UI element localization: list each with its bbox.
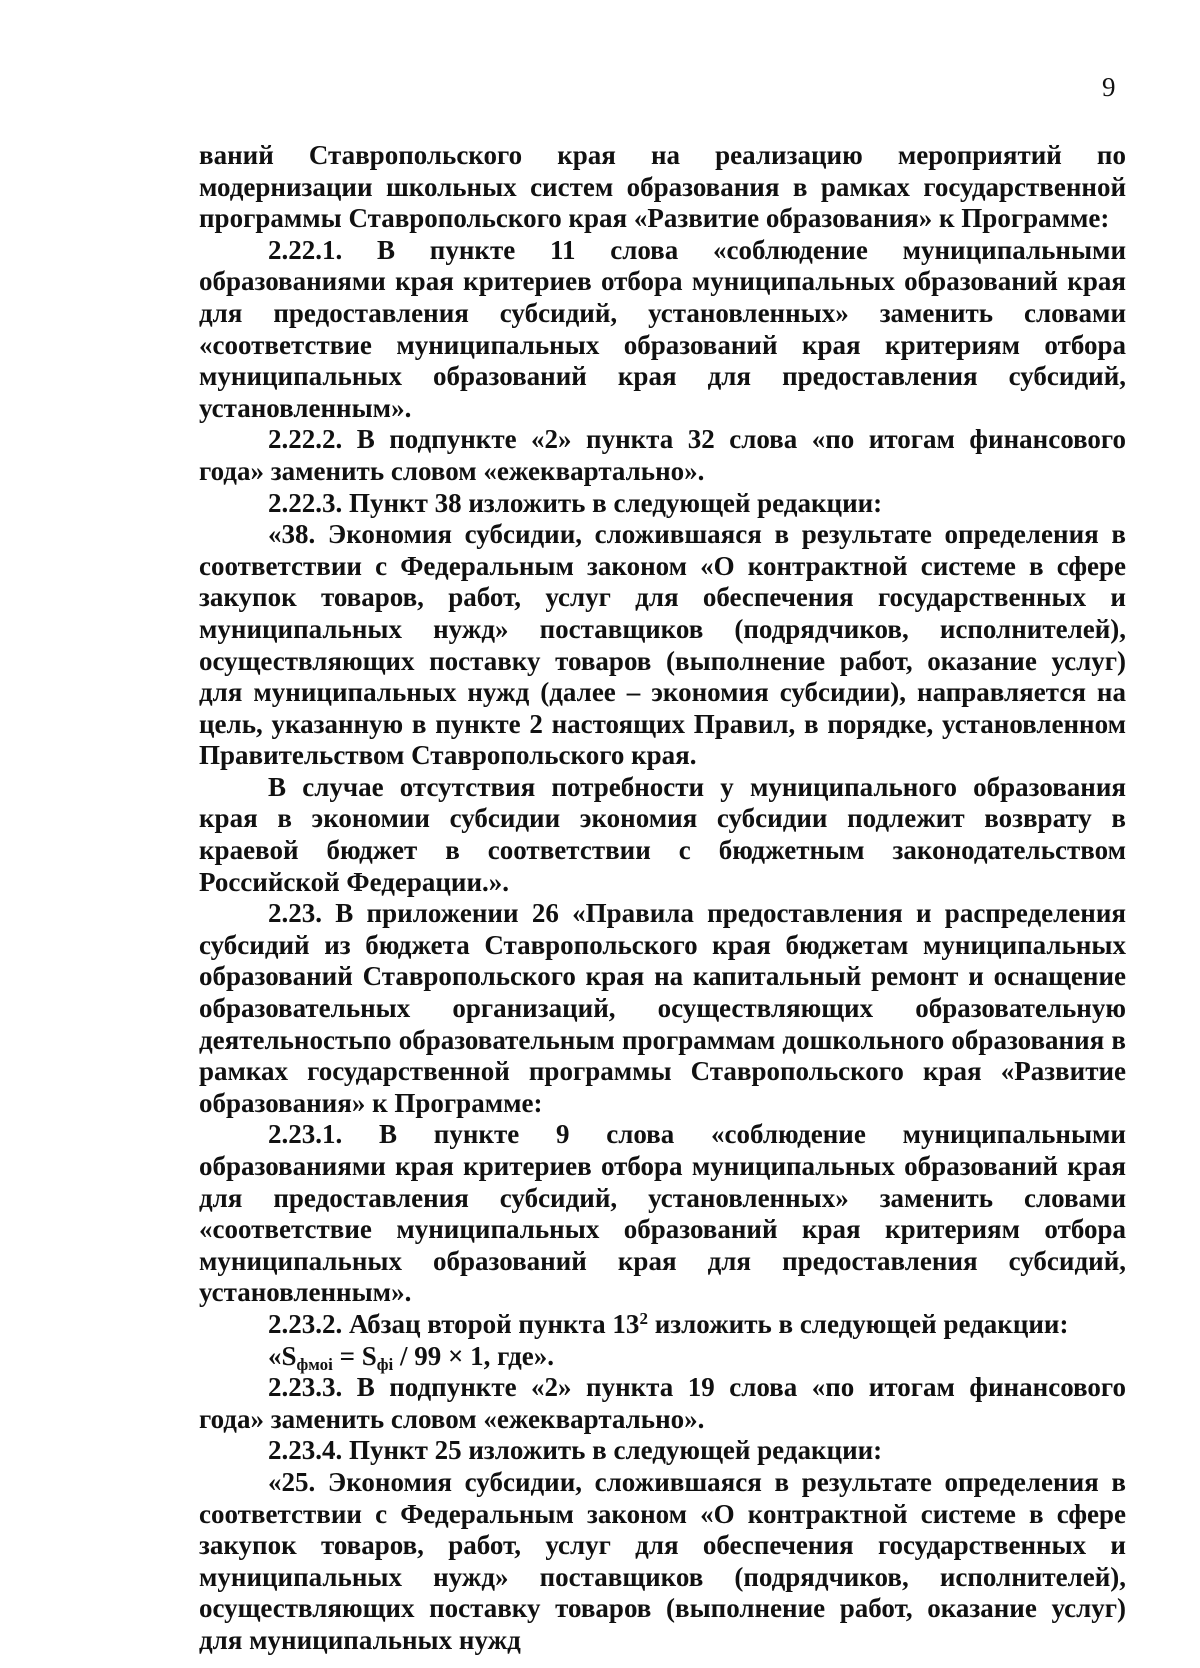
paragraph: 2.22.1. В пункте 11 слова «соблюдение муниципальными образованиями края критериев отбора муниципальных образований края для предоставления субсидий, установленных» заменить словами «соответствие муниципальных образований края критериям отбора муниципальных образований края для предоставления субсидий, установленным». <box>199 234 1126 423</box>
paragraph: 2.22.2. В подпункте «2» пункта 32 слова «по итогам финансового года» заменить словом «ежеквартально». <box>199 424 1126 486</box>
paragraph-text: 2.23.2. Абзац второй пункта 13 <box>268 1308 640 1339</box>
page-number: 9 <box>1102 72 1116 102</box>
paragraph: 2.23.1. В пункте 9 слова «соблюдение муниципальными образованиями края критериев отбора муниципальных образований края для предоставления субсидий, установленных» заменить словами «соответствие муниципальных образований края критериям отбора муниципальных образований края для предоставления субсидий, установленным». <box>199 1119 1126 1308</box>
document-body <box>199 140 1126 1657</box>
subscript: фмоi <box>296 1354 333 1374</box>
superscript: 2 <box>639 1308 648 1328</box>
paragraph: 2.23.4. Пункт 25 изложить в следующей редакции: <box>268 1435 883 1466</box>
paragraph: 2.23.3. В подпункте «2» пункта 19 слова «по итогам финансового года» заменить словом «ежеквартально». <box>199 1372 1126 1434</box>
formula-text: = S <box>332 1340 377 1371</box>
formula <box>199 1341 1126 1373</box>
paragraph: 2.22.3. Пункт 38 изложить в следующей редакции: <box>268 487 883 518</box>
formula-text: «S <box>268 1340 297 1371</box>
subscript: фi <box>376 1354 394 1374</box>
paragraph <box>199 1309 1126 1341</box>
paragraph: «38. Экономия субсидии, сложившаяся в результате определения в соответствии с Федеральным законом «О контрактной системе в сфере закупок товаров, работ, услуг для обеспечения государственных и муниципальных нужд» поставщиков (подрядчиков, исполнителей), осуществляющих поставку товаров (выполнение работ, оказание услуг) для муниципальных нужд (далее – экономия субсидии), направляется на цель, указанную в пункте 2 настоящих Правил, в порядке, установленном Правительством Ставропольского края. <box>199 519 1126 771</box>
paragraph: В случае отсутствия потребности у муниципального образования края в экономии субсидии экономия субсидии подлежит возврату в краевой бюджет в соответствии с бюджетным законодательством Российской Федерации.». <box>199 771 1126 897</box>
paragraph: 2.23. В приложении 26 «Правила предоставления и распределения субсидий из бюджета Ставропольского края бюджетам муниципальных образований Ставропольского края на капитальный ремонт и оснащение образовательных организаций, осуществляющих образовательную деятельностьпо образовательным программам дошкольного образования в рамках государственной программы Ставропольского края «Развитие образования» к Программе: <box>199 898 1126 1118</box>
paragraph: «25. Экономия субсидии, сложившаяся в результате определения в соответствии с Федеральным законом «О контрактной системе в сфере закупок товаров, работ, услуг для обеспечения государственных и муниципальных нужд» поставщиков (подрядчиков, исполнителей), осуществляющих поставку товаров (выполнение работ, оказание услуг) для муниципальных нужд <box>199 1466 1126 1655</box>
formula-text: / 99 × 1, где». <box>393 1340 554 1371</box>
paragraph-text: изложить в следующей редакции: <box>647 1308 1069 1339</box>
paragraph: ваний Ставропольского края на реализацию мероприятий по модернизации школьных систем образования в рамках государственной программы Ставропольского края «Развитие образования» к Программе: <box>199 140 1126 234</box>
